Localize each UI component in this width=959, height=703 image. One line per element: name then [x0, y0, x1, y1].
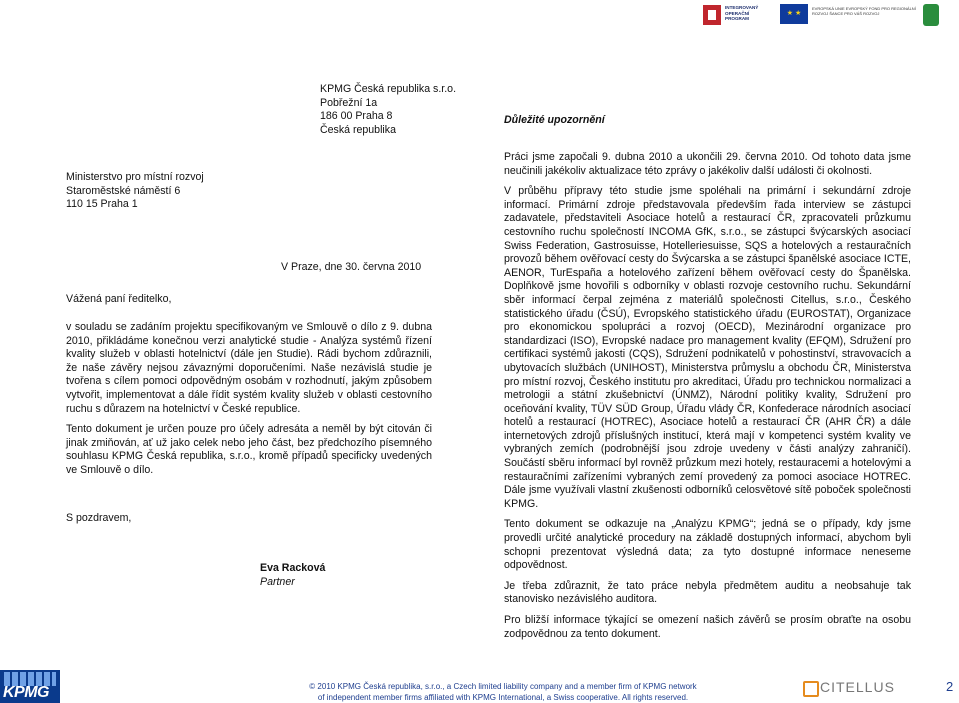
notice-body — [504, 151, 911, 641]
sender-name: KPMG Česká republika s.r.o. — [320, 83, 457, 95]
eu-logo — [780, 2, 940, 28]
footer-line: of independent member firms affiliated with KPMG International, a Swiss cooperative. All rights reserved. — [317, 693, 689, 702]
sender-address — [320, 83, 520, 137]
sender-country: Česká republika — [320, 123, 396, 136]
eco-logo-icon — [923, 4, 939, 26]
notice-paragraph: V průběhu přípravy této studie jsme spoléhali na primární i sekundární zdroje informací. Primární zdroje představovala především řada interview se zástupci zadavatele, představiteli Asociace hotelů a restaurací ČR, zpracovateli průzkumu cestovního ruchu společností INCOMA GfK, s.r.o., se zástupci švýcarských asociací Swiss Federation, Gastrosuisse, Hotelleriesuisse, SQS a hotelových a restauračních provozů během ověřovací cesty do Švýcarska a se zástupci španělské asociace ICTE, AENOR, TurEspaña a hotelového zařízení během ověřovací cesty do Španělska. Doplňkově jsme hovořili s odborníky v oblasti rozvoje cestovního ruchu. Sekundární sběr informací čerpal zejména z materiálů společnosti Citellus, s.r.o., Českého statistického úřadu (ČSÚ), Evropského statistického úřadu (EUROSTAT), Organizace pro ekonomickou spolupráci a rozvoj (OECD), Mezinárodní organizace pro standardizaci (ISO), Evropské nadace pro management kvality (EFQM), Sdružení pro certifikaci systémů jakosti (CQS), Sdružení podnikatelů v pohostinství, stravovacích a ubytovacích službách (UNIHOST), Ministerstva průmyslu a obchodu ČR, Ministerstva pro místní rozvoj, Českého institutu pro akreditaci, Úřadu pro technickou normalizaci a metrologii a státní zkušebnictví (ÚNMZ), Národní politiky kvality, Sdružení pro oceňování kvality, TÜV SÜD Group, Úřadu vlády ČR, Konfederace národních asociací hotelů a restaurací (HOTREC), Asociace hotelů a restaurací ČR (AHR ČR) a dále internetových zdrojů příslušných institucí, která mají v kompetenci systém kvality ve vybraných zemích (podrobnější jsou zdroje uvedeny v části analýzy zahraničí). Součástí sběru informací byl rovněž průzkum mezi hotely, restauracemi a hotelovými a restauračními zařízeními vybraných zemí provedený za pomoci asociace HOTREC. Dále jsme využívali vlastní zkušenosti odborníků celosvětové sítě poboček společnosti KPMG. — [504, 185, 911, 510]
footer-copyright — [308, 681, 698, 703]
sender-street: Pobřežní 1a — [320, 96, 378, 109]
recipient-address — [66, 171, 286, 212]
date-line: V Praze, dne 30. června 2010 — [281, 261, 422, 273]
letter-paragraph: Tento dokument je určen pouze pro účely adresáta a neměl by být citován či jinak zmiňován, ať už jako celek nebo jeho část, bez předchozího písemného souhlasu KPMG Česká republika, s.r.o., kromě případů specificky uvedených ve Smlouvě o dílo. — [66, 423, 432, 476]
notice-paragraph: Práci jsme započali 9. dubna 2010 a ukončili 29. června 2010. Od tohoto data jsme neučinili jakékoliv aktualizace této zprávy o jakékoliv další události či okolnosti. — [504, 151, 911, 177]
notice-paragraph: Tento dokument se odkazuje na „Analýzu KPMG“; jedná se o případy, kdy jsme provedli určité analytické procedury na základě dostupných informací, abychom byli schopni prezentovat výsledná data; za tyto dostupné informace neneseme odpovědnost. — [504, 518, 911, 572]
page-number: 2 — [946, 679, 954, 694]
salutation: Vážená paní ředitelko, — [66, 293, 172, 305]
kpmg-logo — [0, 670, 60, 703]
citellus-logo-icon — [803, 681, 819, 697]
header-logos — [703, 2, 943, 28]
kpmg-logo-text: KPMG — [3, 684, 49, 701]
iop-logo — [703, 2, 773, 28]
signatory — [260, 562, 325, 589]
notice-paragraph: Pro bližší informace týkající se omezení našich závěrů se prosím obraťte na osobu zodpovědnou za tento dokument. — [504, 614, 911, 640]
recipient-city: 110 15 Praha 1 — [66, 198, 138, 211]
notice-heading: Důležité upozornění — [504, 114, 605, 126]
eu-logo-text: EVROPSKÁ UNIE EVROPSKÝ FOND PRO REGIONÁLNÍ ROZVOJ ŠANCE PRO VÁŠ ROZVOJ — [812, 6, 916, 16]
recipient-street: Staroměstské náměstí 6 — [66, 184, 181, 197]
citellus-logo-text: CITELLUS — [820, 679, 895, 695]
iop-logo-text: INTEGROVANÝ OPERAČNÍ PROGRAM — [725, 5, 759, 22]
letter-paragraph: v souladu se zadáním projektu specifikovaným ve Smlouvě o dílo z 9. dubna 2010, přikládáme konečnou verzi analytické studie - Analýza systémů řízení kvality služeb v oblasti hotelnictví (dále jen Studie). Rádi bychom zdůraznili, že naše závěry nejsou závaznými doporučeními. Naše nezávislá studie je tvořena s cílem pomoci odpovědným osobám v rozhodnutí, jakým způsobem vytvořit, implementovat a dále řídit systém kvality služeb v oblasti cestovního ruchu s důrazem na hotelnictví v České republice. — [66, 321, 432, 415]
footer-line: © 2010 KPMG Česká republika, s.r.o., a Czech limited liability company and a member firm of KPMG network — [309, 682, 697, 691]
signatory-name: Eva Racková — [260, 562, 326, 574]
letter-body — [66, 321, 432, 478]
sender-city: 186 00 Praha 8 — [320, 110, 393, 123]
recipient-name: Ministerstvo pro místní rozvoj — [66, 171, 204, 183]
eu-flag-icon: ★ ★ — [780, 4, 808, 24]
iop-logo-icon — [703, 5, 721, 25]
signatory-title: Partner — [260, 575, 295, 588]
closing: S pozdravem, — [66, 512, 132, 524]
notice-paragraph: Je třeba zdůraznit, že tato práce nebyla předmětem auditu a neobsahuje tak stanovisko nezávislého auditora. — [504, 579, 911, 606]
